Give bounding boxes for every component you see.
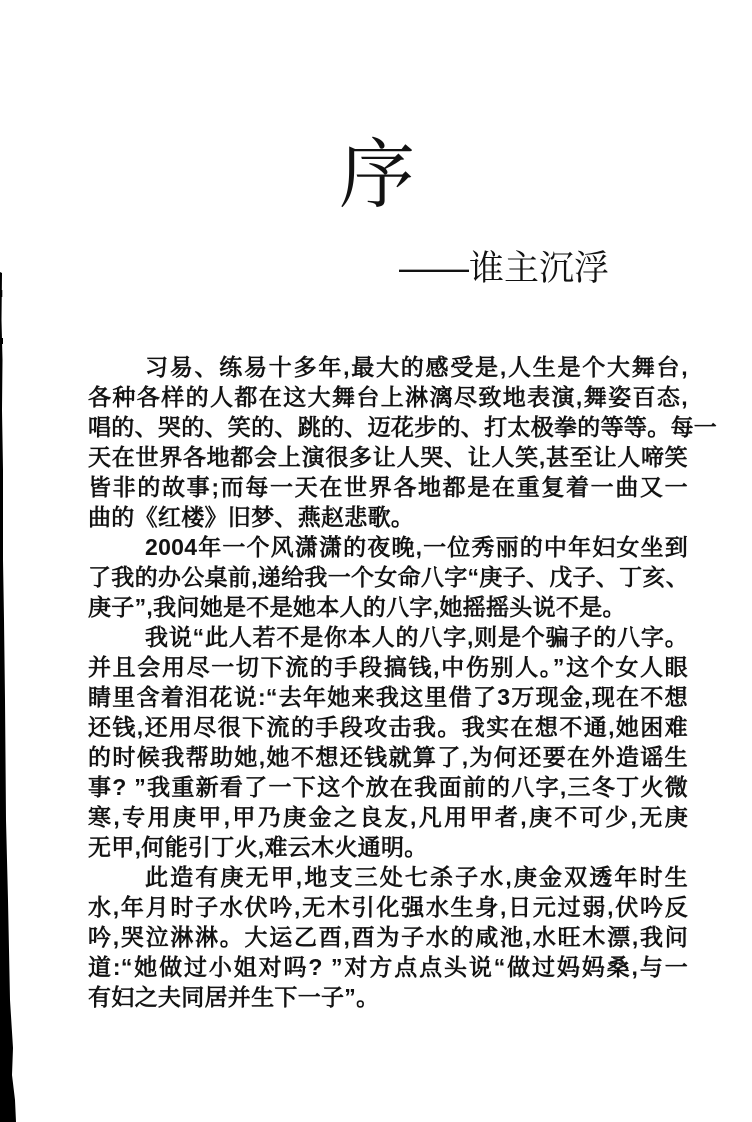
text-line: 各种各样的人都在这大舞台上淋漓尽致地表演,舞姿百态,	[88, 384, 688, 410]
text-line: 庚子”,我问她是不是她本人的八字,她摇摇头说不是。	[88, 594, 626, 620]
text-line: 的时候我帮助她,她不想还钱就算了,为何还要在外造谣生	[88, 744, 688, 770]
scan-gutter-artifact	[0, 0, 18, 1122]
chapter-title: 序	[339, 133, 415, 218]
text-line: 天在世界各地都会上演很多让人哭、让人笑,甚至让人啼笑	[88, 444, 688, 470]
text-line: 睛里含着泪花说:“去年她来我这里借了3万现金,现在不想	[88, 684, 688, 710]
text-line: 水,年月时子水伏吟,无木引化强水生身,日元过弱,伏吟反	[88, 894, 688, 920]
text-line: 吟,哭泣淋淋。大运乙酉,酉为子水的咸池,水旺木漂,我问	[88, 924, 688, 950]
text-line: 曲的《红楼》旧梦、燕赵悲歌。	[88, 504, 415, 530]
text-line: 唱的、哭的、笑的、跳的、迈花步的、打太极拳的等等。每一	[88, 414, 718, 440]
text-line: 并且会用尽一切下流的手段搞钱,中伤别人。”这个女人眼	[88, 654, 688, 680]
body-text	[88, 352, 718, 1012]
text-line: 2004年一个风潇潇的夜晚,一位秀丽的中年妇女坐到	[145, 534, 688, 560]
text-line: 此造有庚无甲,地支三处七杀子水,庚金双透年时生	[145, 864, 688, 890]
text-line: 道:“她做过小姐对吗? ”对方点点头说“做过妈妈桑,与一	[88, 954, 688, 980]
chapter-subtitle: ——谁主沉浮	[399, 249, 610, 288]
text-line: 还钱,还用尽很下流的手段攻击我。我实在想不通,她困难	[88, 714, 688, 740]
text-line: 无甲,何能引丁火,难云木火通明。	[88, 834, 428, 860]
text-line: 了我的办公桌前,递给我一个女命八字“庚子、戊子、丁亥、	[88, 564, 689, 590]
text-line: 寒,专用庚甲,甲乃庚金之良友,凡用甲者,庚不可少,无庚	[88, 804, 688, 830]
text-line: 事? ”我重新看了一下这个放在我面前的八字,三冬丁火微	[88, 774, 688, 800]
text-line: 有妇之夫同居并生下一子”。	[88, 984, 380, 1010]
text-line: 我说“此人若不是你本人的八字,则是个骗子的八字。	[145, 624, 688, 650]
text-line: 习易、练易十多年,最大的感受是,人生是个大舞台,	[145, 354, 688, 380]
text-line: 皆非的故事;而每一天在世界各地都是在重复着一曲又一	[88, 474, 688, 500]
